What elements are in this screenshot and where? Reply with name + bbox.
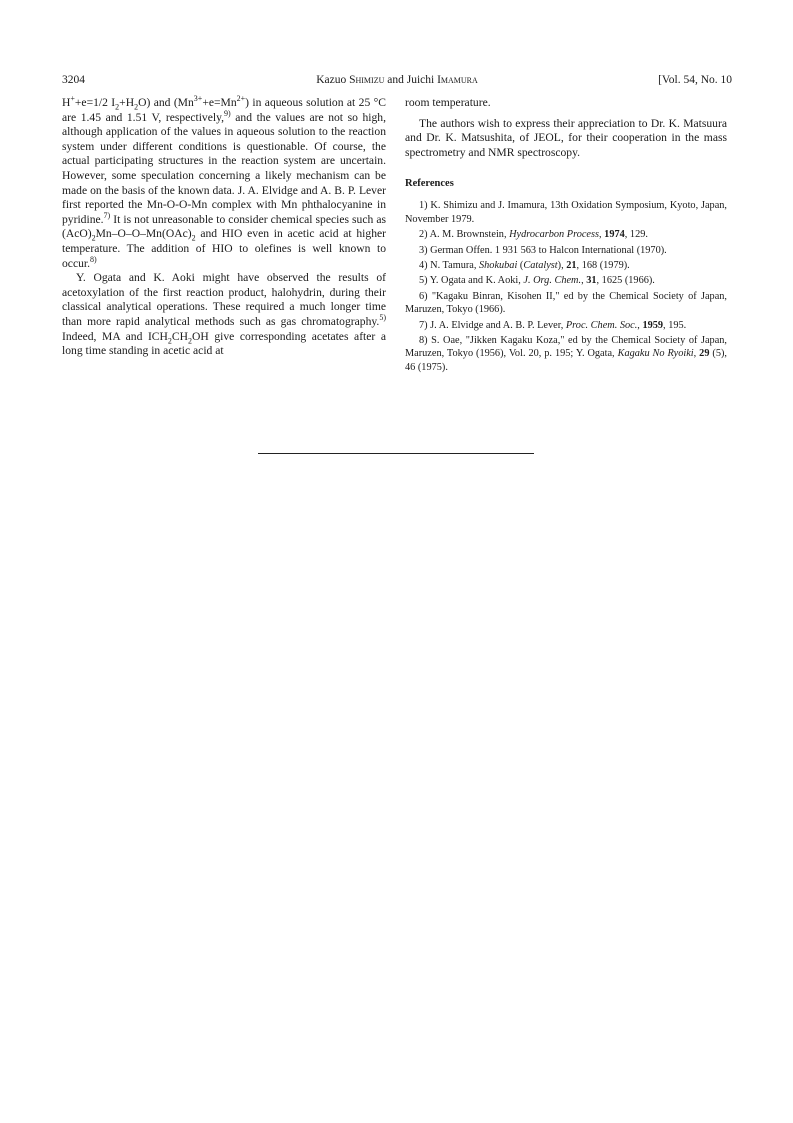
journal-volume: [Vol. 54, No. 10	[658, 74, 732, 86]
reference-8: 8) S. Oae, "Jikken Kagaku Koza," ed by the Chemical Society of Japan, Maruzen, Tokyo (1956), Vol. 20, p. 195; Y. Ogata, Kagaku No Ryoiki, 29 (5), 46 (1975).	[405, 335, 727, 373]
reference-6: 6) "Kagaku Binran, Kisohen II," ed by the Chemical Society of Japan, Maruzen, Tokyo (1966).	[405, 290, 727, 316]
references-heading: References	[405, 178, 454, 190]
references-list	[405, 199, 727, 374]
reference-5: 5) Y. Ogata and K. Aoki, J. Org. Chem., 31, 1625 (1966).	[419, 275, 655, 287]
reference-7: 7) J. A. Elvidge and A. B. P. Lever, Proc. Chem. Soc., 1959, 195.	[419, 319, 687, 331]
left-column	[62, 96, 386, 359]
page-number: 3204	[62, 74, 85, 86]
citation-7: 7)	[103, 210, 111, 220]
paragraph-potentials: H++e=1/2 $I_2+H_2O$) and $(Mn^{3+}+e=Mn^{2+})$ in aqueous solution at 25 °C are 1.45 and 1.51 V, respectively,$^{9)}$ and the values are not so high, although application of the values in aqueous solution to the reaction system under different conditions is questionable. Of course, the actual participating structures in the reaction system are uncertain. However, some speculation concerning a likely mechanism can be made on the basis of the known data. J. A. Elvidge and A. B. P. Lever first reported the Mn-O-O-Mn complex with Mn phthalocyanine in pyridine.$^{7)}$ It is not unreasonable to consider chemical species such as $(AcO)_2Mn-O-O-Mn(OAc)_2$ and HIO even in acetic acid at higher temperature. The addition of HIO to olefines is well known to occur.$^{8)}$	[62, 94, 386, 270]
right-column	[405, 96, 727, 376]
citation-5: 5)	[379, 313, 386, 323]
reference-3: 3) German Offen. 1 931 563 to Halcon International (1970).	[419, 244, 667, 256]
paragraph-ogata-aoki: Y. Ogata and K. Aoki might have observed the results of acetoxylation of the first reaction product, halohydrin, during their classical analytical operations. These required a much longer time than more rapid analytical methods such as gas chromatography.$^{5)}$ Indeed, MA and $ICH_2CH_2OH$ give corresponding acetates after a long time standing in acetic acid at	[62, 271, 386, 358]
citation-9: 9)	[224, 108, 231, 118]
citation-8: 8)	[90, 254, 97, 264]
paragraph-room-temperature: room temperature.	[405, 96, 491, 109]
acknowledgement: The authors wish to express their appreciation to Dr. K. Matsuura and Dr. K. Matsushita, of JEOL, for their cooperation in the mass spectrometry and NMR spectroscopy.	[405, 116, 727, 159]
running-head	[62, 72, 732, 88]
reference-1: 1) K. Shimizu and J. Imamura, 13th Oxidation Symposium, Kyoto, Japan, November 1979.	[405, 200, 727, 225]
running-head-authors: Kazuo Shimizu and Juichi Imamura	[316, 74, 478, 86]
reference-2: 2) A. M. Brownstein, Hydrocarbon Process, 1974, 129.	[419, 229, 648, 241]
end-of-article-rule	[258, 453, 534, 454]
reference-4: 4) N. Tamura, Shokubai (Catalyst), 21, 168 (1979).	[419, 260, 630, 271]
